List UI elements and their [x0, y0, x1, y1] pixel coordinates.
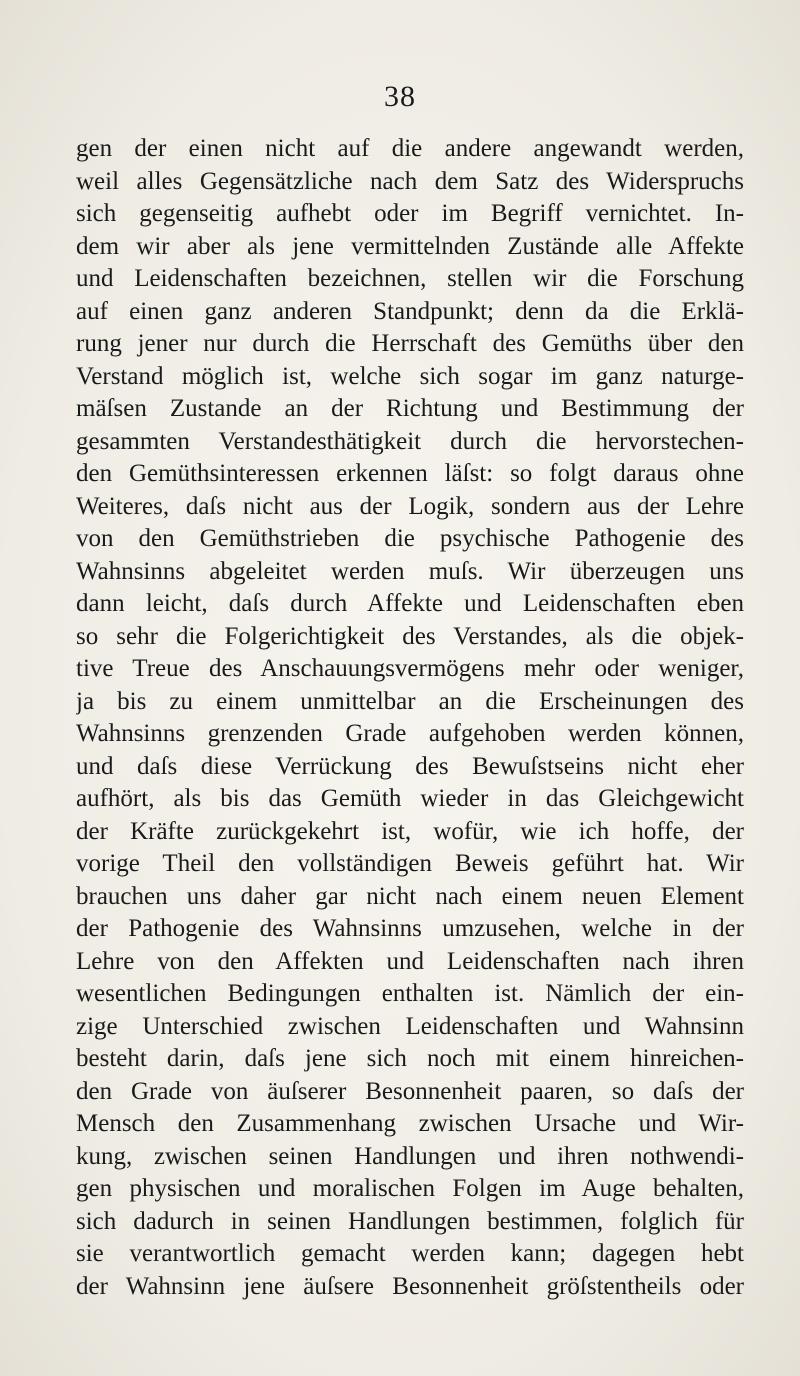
text-line: so sehr die Folgerichtigkeit des Verstandes, als die objek-: [76, 622, 744, 650]
text-line: gesammten Verstandesthätigkeit durch die hervorstechen-: [76, 427, 744, 455]
text-line: sich dadurch in seinen Handlungen bestimmen, folglich für: [76, 1207, 744, 1235]
text-line: weil alles Gegensätzliche nach dem Satz des Widerspruchs: [76, 167, 744, 195]
text-line: zige Unterschied zwischen Leidenschaften und Wahnsinn: [76, 1012, 744, 1040]
text-line: von den Gemüthstrieben die psychische Pathogenie des: [76, 525, 744, 552]
text-line: und daſs diese Verrückung des Bewuſstseins nicht eher: [76, 752, 744, 780]
text-line: mäſsen Zustande an der Richtung und Bestimmung der: [76, 395, 744, 422]
text-line: dann leicht, daſs durch Affekte und Leidenschaften eben: [76, 590, 744, 617]
text-line: rung jener nur durch die Herrschaft des Gemüths über den: [76, 330, 744, 357]
body-text: [76, 133, 744, 1303]
text-line: und Leidenschaften bezeichnen, stellen wir die Forschung: [76, 265, 744, 292]
text-line: brauchen uns daher gar nicht nach einem neuen Element: [76, 882, 744, 910]
text-line: den Gemüthsinteressen erkennen läſst: so folgt daraus ohne: [76, 460, 744, 487]
text-line: dem wir aber als jene vermittelnden Zustände alle Affekte: [76, 232, 744, 260]
text-line: Verstand möglich ist, welche sich sogar im ganz naturge-: [76, 362, 744, 390]
text-line: der Wahnsinn jene äuſsere Besonnenheit gröſstentheils oder: [76, 1272, 744, 1300]
text-line: der Pathogenie des Wahnsinns umzusehen, welche in der: [76, 915, 744, 942]
text-line: auf einen ganz anderen Standpunkt; denn da die Erklä-: [76, 297, 744, 325]
text-line: gen der einen nicht auf die andere angewandt werden,: [76, 135, 744, 162]
text-line: ja bis zu einem unmittelbar an die Erscheinungen des: [76, 687, 744, 715]
text-line: besteht darin, daſs jene sich noch mit einem hinreichen-: [76, 1045, 744, 1072]
text-line: den Grade von äuſserer Besonnenheit paaren, so daſs der: [76, 1077, 744, 1105]
text-line: kung, zwischen seinen Handlungen und ihren nothwendi-: [76, 1142, 744, 1170]
text-line: der Kräfte zurückgekehrt ist, wofür, wie ich hoffe, der: [76, 817, 744, 845]
page-number: 38: [384, 80, 416, 113]
text-line: gen physischen und moralischen Folgen im Auge behalten,: [76, 1175, 744, 1202]
text-line: vorige Theil den vollständigen Beweis geführt hat. Wir: [76, 850, 744, 877]
text-line: tive Treue des Anschauungsvermögens mehr oder weniger,: [76, 655, 744, 682]
text-line: sie verantwortlich gemacht werden kann; dagegen hebt: [76, 1240, 744, 1267]
text-line: sich gegenseitig aufhebt oder im Begriff vernichtet. In-: [76, 200, 744, 227]
text-line: Lehre von den Affekten und Leidenschaften nach ihren: [76, 947, 744, 975]
text-line: Wahnsinns grenzenden Grade aufgehoben werden können,: [76, 720, 744, 747]
text-line: Wahnsinns abgeleitet werden muſs. Wir überzeugen uns: [76, 557, 744, 585]
text-line: wesentlichen Bedingungen enthalten ist. Nämlich der ein-: [76, 980, 744, 1007]
text-line: Weiteres, daſs nicht aus der Logik, sondern aus der Lehre: [76, 492, 744, 520]
text-line: Mensch den Zusammenhang zwischen Ursache und Wir-: [76, 1110, 744, 1137]
text-line: aufhört, als bis das Gemüth wieder in das Gleichgewicht: [76, 785, 744, 812]
